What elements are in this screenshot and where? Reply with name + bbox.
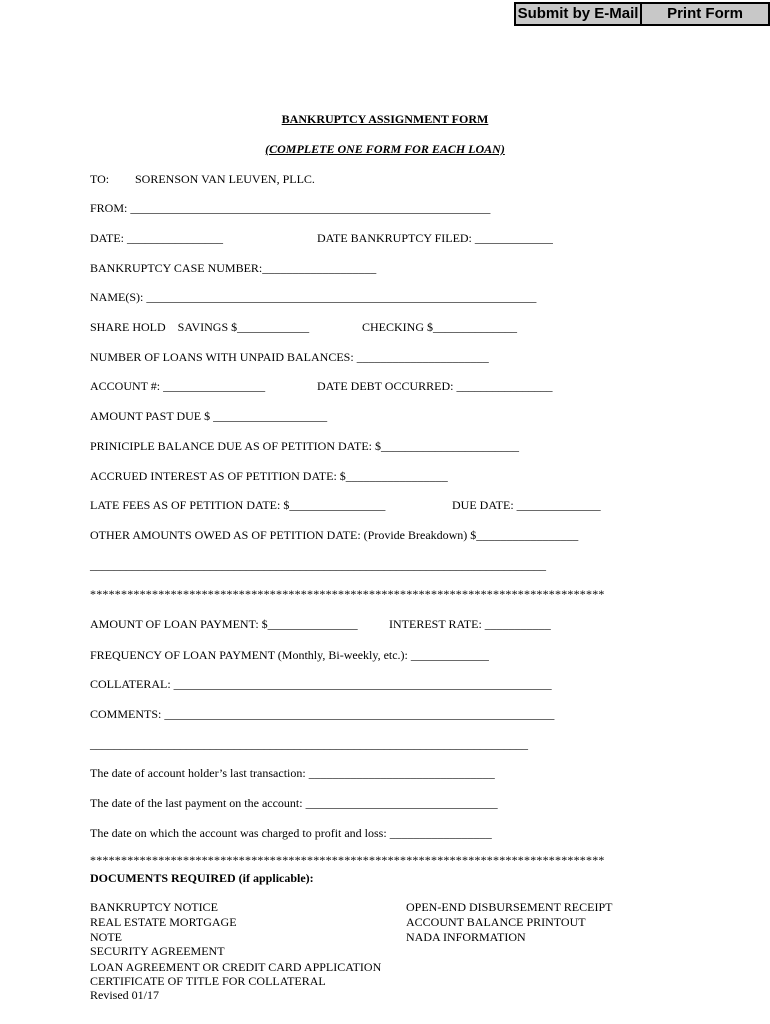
loan-payment-field[interactable]: AMOUNT OF LOAN PAYMENT: $_______________ <box>90 617 358 631</box>
doc-item: OPEN-END DISBURSEMENT RECEIPT <box>406 900 613 914</box>
other-amounts-field[interactable]: OTHER AMOUNTS OWED AS OF PETITION DATE: (Provide Breakdown) $_________________ <box>90 528 579 542</box>
interest-rate-field[interactable]: INTEREST RATE: ___________ <box>389 617 551 631</box>
to-value: SORENSON VAN LEUVEN, PLLC. <box>135 172 315 186</box>
last-transaction-field[interactable]: The date of account holder’s last transaction: _______________________________ <box>90 766 495 780</box>
doc-item: LOAN AGREEMENT OR CREDIT CARD APPLICATION <box>90 960 382 974</box>
separator-2: *********************************************************************************** <box>90 853 605 867</box>
date-filed-field[interactable]: DATE BANKRUPTCY FILED: _____________ <box>317 231 553 245</box>
doc-item: BANKRUPTCY NOTICE <box>90 900 218 914</box>
to-label: TO: <box>90 172 110 186</box>
form-action-buttons <box>514 2 770 26</box>
comments-line[interactable]: _________________________________________________________________________ <box>90 737 528 751</box>
submit-by-email-button[interactable]: Submit by E-Mail <box>514 2 642 26</box>
last-payment-field[interactable]: The date of the last payment on the account: ________________________________ <box>90 796 498 810</box>
due-date-field[interactable]: DUE DATE: ______________ <box>452 498 601 512</box>
checking-field[interactable]: CHECKING $______________ <box>362 320 517 334</box>
revision-note: Revised 01/17 <box>90 988 159 1002</box>
names-field[interactable]: NAME(S): _________________________________________________________________ <box>90 290 537 304</box>
case-number-field[interactable]: BANKRUPTCY CASE NUMBER:___________________ <box>90 261 377 275</box>
principle-balance-field[interactable]: PRINICIPLE BALANCE DUE AS OF PETITION DATE: $_______________________ <box>90 439 519 453</box>
documents-heading: DOCUMENTS REQUIRED (if applicable): <box>90 871 314 885</box>
accrued-interest-field[interactable]: ACCRUED INTEREST AS OF PETITION DATE: $_________________ <box>90 469 448 483</box>
doc-item: REAL ESTATE MORTGAGE <box>90 915 237 929</box>
frequency-field[interactable]: FREQUENCY OF LOAN PAYMENT (Monthly, Bi-weekly, etc.): _____________ <box>90 648 489 662</box>
doc-item: CERTIFICATE OF TITLE FOR COLLATERAL <box>90 974 326 988</box>
share-hold-savings-field[interactable]: SHARE HOLD SAVINGS $____________ <box>90 320 310 334</box>
doc-item: NOTE <box>90 930 122 944</box>
doc-item: ACCOUNT BALANCE PRINTOUT <box>406 915 586 929</box>
amount-past-due-field[interactable]: AMOUNT PAST DUE $ ___________________ <box>90 409 328 423</box>
doc-item: SECURITY AGREEMENT <box>90 944 225 958</box>
form-subtitle: (COMPLETE ONE FORM FOR EACH LOAN) <box>265 142 505 156</box>
other-amounts-line[interactable]: ____________________________________________________________________________ <box>90 558 546 572</box>
collateral-field[interactable]: COLLATERAL: _______________________________________________________________ <box>90 677 552 691</box>
doc-item: NADA INFORMATION <box>406 930 526 944</box>
late-fees-field[interactable]: LATE FEES AS OF PETITION DATE: $________________ <box>90 498 386 512</box>
date-debt-field[interactable]: DATE DEBT OCCURRED: ________________ <box>317 379 553 393</box>
num-loans-field[interactable]: NUMBER OF LOANS WITH UNPAID BALANCES: ______________________ <box>90 350 489 364</box>
date-field[interactable]: DATE: ________________ <box>90 231 223 245</box>
comments-field[interactable]: COMMENTS: _________________________________________________________________ <box>90 707 555 721</box>
account-number-field[interactable]: ACCOUNT #: _________________ <box>90 379 266 393</box>
form-title: BANKRUPTCY ASSIGNMENT FORM <box>281 112 489 126</box>
charged-off-field[interactable]: The date on which the account was charged to profit and loss: _________________ <box>90 826 492 840</box>
from-field[interactable]: FROM: ____________________________________________________________ <box>90 201 491 215</box>
separator: *********************************************************************************** <box>90 587 605 601</box>
print-form-button[interactable]: Print Form <box>642 2 770 26</box>
